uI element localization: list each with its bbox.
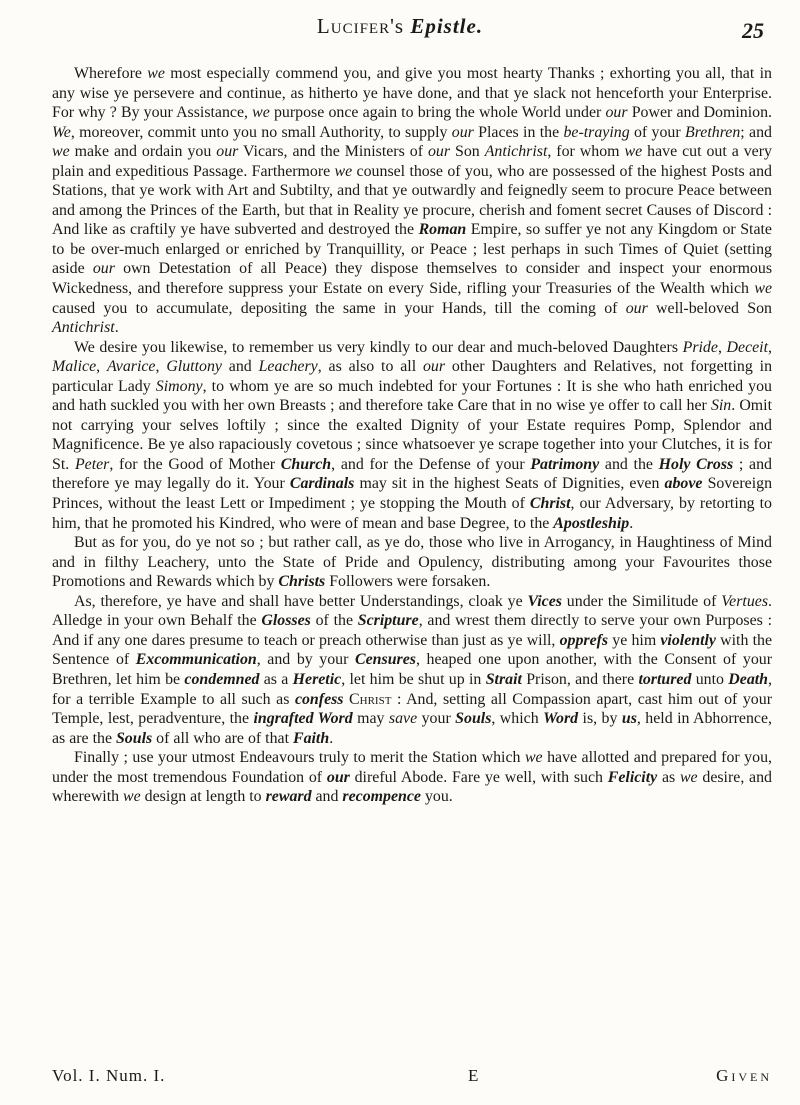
- text-run: But as for you, do ye not so ; but rather call, as ye do, those who live in Arrogancy, in Haughtiness of Mind and in filthy Leachery, unto the State of Pride and Opulency, distributing among your Favourites those Promotions and Rewards which by: [52, 534, 772, 591]
- text-run: , and by your: [256, 651, 356, 669]
- text-run: other Daughters and Relatives, not forgetting in particular Lady: [52, 358, 773, 395]
- text-run: counsel those of you, who are possessed of the highest Posts and Stations, that ye work with Art and Subtilty, and that ye outwardly and feignedly seem to procure Peace between and among the Princes of the Earth, but that in Reality ye procure, cherish and foment secret Causes of Discord : And like as craftily ye have subverted and destroyed the: [52, 162, 772, 239]
- running-title: [0, 14, 800, 39]
- text-run: , for a terrible Example to all such as: [52, 670, 773, 708]
- text-run: ; and therefore ye may legally do it. Your: [52, 455, 772, 493]
- text-run: , our Adversary, by retorting to him, that he promoted his Kindred, who were of mean and base Degree, to the: [52, 495, 772, 532]
- emphasis-run: Souls: [115, 729, 153, 747]
- emphasis-run: Strait: [485, 670, 522, 688]
- emphasis-run: Peter: [74, 455, 110, 473]
- emphasis-run: Christs: [278, 573, 326, 591]
- emphasis-run: condemned: [184, 670, 260, 688]
- emphasis-run: We: [52, 123, 71, 141]
- text-run: . Alledge in your own Behalf the: [52, 592, 772, 630]
- emphasis-run: save: [388, 710, 418, 728]
- emphasis-run: we: [252, 104, 270, 122]
- text-run: under the Similitude of: [561, 592, 722, 610]
- emphasis-run: violently: [660, 631, 716, 649]
- text-run: Power and Dominion.: [627, 104, 772, 122]
- text-run: Sovereign Princes, without the least Lett or Impediment ; ye stopping the Mouth of: [52, 475, 773, 513]
- text-run: is, by: [578, 710, 622, 728]
- text-run: Prison, and there: [521, 670, 639, 688]
- emphasis-run: Felicity: [607, 768, 658, 786]
- text-run: you.: [420, 788, 453, 806]
- emphasis-run: Antichrist: [52, 319, 115, 337]
- text-run: ,: [717, 338, 727, 356]
- paragraph: [52, 338, 772, 533]
- text-run: well-beloved Son: [647, 299, 772, 317]
- emphasis-run: Deceit: [726, 338, 769, 356]
- volume-number: Vol. I. Num. I.: [52, 1066, 166, 1085]
- text-run: .: [629, 514, 634, 532]
- text-run: desire, and wherewith: [52, 768, 773, 806]
- text-run: as a: [259, 670, 293, 688]
- text-run: and: [311, 788, 343, 806]
- paragraph: [52, 64, 772, 338]
- text-run: ; and: [740, 123, 772, 141]
- emphasis-run: Apostleship: [553, 514, 630, 532]
- text-run: , heaped one upon another, with the Consent of your Brethren, let him be: [52, 651, 773, 688]
- emphasis-run: Holy Cross: [658, 455, 734, 473]
- text-run: , which: [491, 710, 544, 728]
- emphasis-run: our: [92, 260, 115, 278]
- emphasis-run: our: [427, 143, 451, 161]
- emphasis-run: confess: [294, 690, 344, 708]
- text-run: purpose once again to bring the whole World under: [269, 104, 606, 122]
- emphasis-run: Brethren: [684, 123, 741, 141]
- emphasis-run: our: [216, 143, 239, 161]
- emphasis-run: Excommunication: [135, 651, 257, 669]
- text-run: direful Abode. Fare ye well, with such: [349, 768, 608, 786]
- text-run: ,: [155, 358, 167, 376]
- emphasis-run: Malice: [52, 358, 97, 376]
- emphasis-run: Cardinals: [289, 475, 355, 493]
- emphasis-run: Word: [543, 710, 579, 728]
- running-title-name: Lucifer: [316, 14, 391, 38]
- text-run: and the: [599, 455, 659, 473]
- emphasis-run: we: [524, 749, 543, 767]
- emphasis-run: Heretic: [292, 670, 342, 688]
- emphasis-run: Church: [280, 455, 332, 473]
- text-run: Followers were forsaken.: [325, 573, 491, 591]
- emphasis-run: Scripture: [357, 612, 419, 630]
- running-title-possessive: 's: [390, 14, 411, 38]
- emphasis-run: Christ: [529, 495, 571, 513]
- text-run: your: [417, 710, 456, 728]
- page-number: 25: [742, 18, 764, 43]
- emphasis-run: Pride: [682, 338, 718, 356]
- text-run: , to whom ye are so much indebted for your Fortunes : It is she who hath enriched you and hath suckled you with her own Breasts ; and therefore take Care that in no wise ye offer to call her: [52, 377, 772, 415]
- paragraph: [52, 533, 772, 592]
- emphasis-run: we: [334, 162, 353, 180]
- emphasis-run: Antichrist: [484, 143, 548, 161]
- text-run: : And, setting all Compassion apart, cast him out of your Temple, lest, peradventure, the: [52, 690, 772, 728]
- text-run: Son: [450, 143, 485, 161]
- emphasis-run: we: [123, 788, 141, 806]
- text-run: As, therefore, ye have and shall have better Understandings, cloak ye: [74, 592, 528, 610]
- text-run: caused you to accumulate, depositing the same in your Hands, till the coming of: [52, 299, 626, 317]
- text-run: Finally ; use your utmost Endeavours truly to merit the Station which: [74, 749, 525, 767]
- text-run: of the: [310, 612, 358, 630]
- emphasis-run: above: [664, 475, 703, 493]
- emphasis-run: our: [422, 358, 446, 376]
- emphasis-run: be-traying: [563, 123, 630, 141]
- emphasis-run: Censures: [355, 651, 416, 669]
- body-text: [52, 64, 772, 807]
- emphasis-run: Glosses: [261, 612, 311, 630]
- text-run: have allotted and prepared for you, under the most tremendous Foundation of: [52, 749, 772, 786]
- emphasis-run: our: [625, 299, 648, 317]
- paragraph: [52, 748, 772, 807]
- text-run: , as also to all: [317, 358, 423, 376]
- text-run: We desire you likewise, to remember us very kindly to our dear and much-beloved Daughters: [74, 338, 683, 356]
- text-run: Empire, so suffer ye not any Kingdom or State to be over-much enlarged or enriched by Tranquillity, or Peace ; lest perhaps in such Times of Quiet (setting aside: [52, 221, 772, 278]
- emphasis-run: Vices: [527, 592, 562, 610]
- emphasis-run: Gluttony: [166, 358, 222, 376]
- text-run: design at length to: [140, 788, 266, 806]
- emphasis-run: Patrimony: [530, 455, 600, 473]
- emphasis-run: Faith: [292, 729, 330, 747]
- text-run: of all who are of that: [152, 729, 293, 747]
- text-run: , and for the Defense of your: [331, 455, 531, 473]
- text-run: own Detestation of all Peace) they dispose themselves to consider and inspect your enormous Wickedness, and therefore suppress your Estate on every Side, rifling your Treasuries of the Wealth which: [52, 260, 773, 298]
- text-run: most especially commend you, and give you most hearty Thanks ; exhorting you all, that in any wise ye persevere and continue, as hitherto ye have done, and that ye slack not henceforth your Enterprise. For why ? By your Assistance,: [52, 65, 772, 122]
- text-run: unto: [691, 670, 729, 688]
- emphasis-run: reward: [265, 788, 312, 806]
- text-run: and: [221, 358, 259, 376]
- text-run: , for whom: [547, 143, 625, 161]
- text-run: with the Sentence of: [52, 631, 772, 669]
- text-run: may sit in the highest Seats of Dignities, even: [354, 475, 665, 493]
- text-run: may: [352, 710, 389, 728]
- text-run: .: [329, 729, 334, 747]
- text-run: , for the Good of Mother: [109, 455, 281, 473]
- page-footer: [52, 1066, 772, 1090]
- emphasis-run: we: [147, 65, 165, 82]
- text-run: , held in Abhorrence, as are the: [52, 710, 772, 747]
- emphasis-run: Souls: [455, 710, 492, 728]
- emphasis-run: our: [605, 104, 628, 122]
- emphasis-run: our: [326, 768, 350, 786]
- running-title-epistle: Epistle.: [410, 14, 484, 38]
- emphasis-run: ingrafted Word: [253, 710, 353, 728]
- text-run: , and wrest them directly to serve your own Purposes : And if any one dares presume to teach or preach otherwise than just as ye will,: [52, 612, 772, 649]
- emphasis-run: recompence: [342, 788, 421, 806]
- emphasis-run: Simony: [155, 377, 203, 395]
- text-run: , moreover, commit unto you no small Authority, to supply: [70, 123, 452, 141]
- emphasis-run: Christ: [349, 690, 392, 708]
- emphasis-run: our: [451, 123, 474, 141]
- emphasis-run: tortured: [638, 670, 692, 688]
- text-run: ,: [768, 338, 772, 356]
- emphasis-run: we: [624, 143, 643, 161]
- text-run: . Omit not carrying your selves loftily ; since the exalted Dignity of your Estate requires Pomp, Splendor and Magnificence. Be ye also rapaciously covetous ; since whatsoever ye scrape together into your Clutches, it is for St.: [52, 397, 772, 473]
- text-run: have cut out a very plain and expeditious Passage. Farthermore: [52, 143, 772, 180]
- paragraph: [52, 592, 772, 748]
- emphasis-run: Roman: [418, 221, 467, 239]
- emphasis-run: we: [679, 768, 698, 786]
- emphasis-run: we: [52, 143, 70, 161]
- emphasis-run: Vertues: [721, 592, 769, 610]
- text-run: make and ordain you: [69, 143, 217, 161]
- emphasis-run: opprefs: [559, 631, 609, 649]
- text-run: ye him: [608, 631, 661, 649]
- text-run: ,: [96, 358, 107, 376]
- emphasis-run: Death: [728, 670, 769, 688]
- emphasis-run: Avarice: [106, 358, 156, 376]
- running-head: [0, 8, 800, 44]
- text-run: Wherefore: [74, 65, 148, 82]
- emphasis-run: we: [754, 280, 772, 298]
- emphasis-run: Sin: [710, 397, 732, 415]
- emphasis-run: Leachery: [258, 358, 318, 376]
- text-run: .: [114, 319, 119, 337]
- text-run: as: [657, 768, 680, 786]
- emphasis-run: us: [621, 710, 637, 728]
- signature-mark: E: [468, 1066, 480, 1085]
- text-run: of your: [629, 123, 685, 141]
- text-run: , let him be shut up in: [341, 670, 486, 688]
- text-run: Places in the: [473, 123, 564, 141]
- catchword: Given: [716, 1066, 772, 1085]
- text-run: Vicars, and the Ministers of: [238, 143, 428, 161]
